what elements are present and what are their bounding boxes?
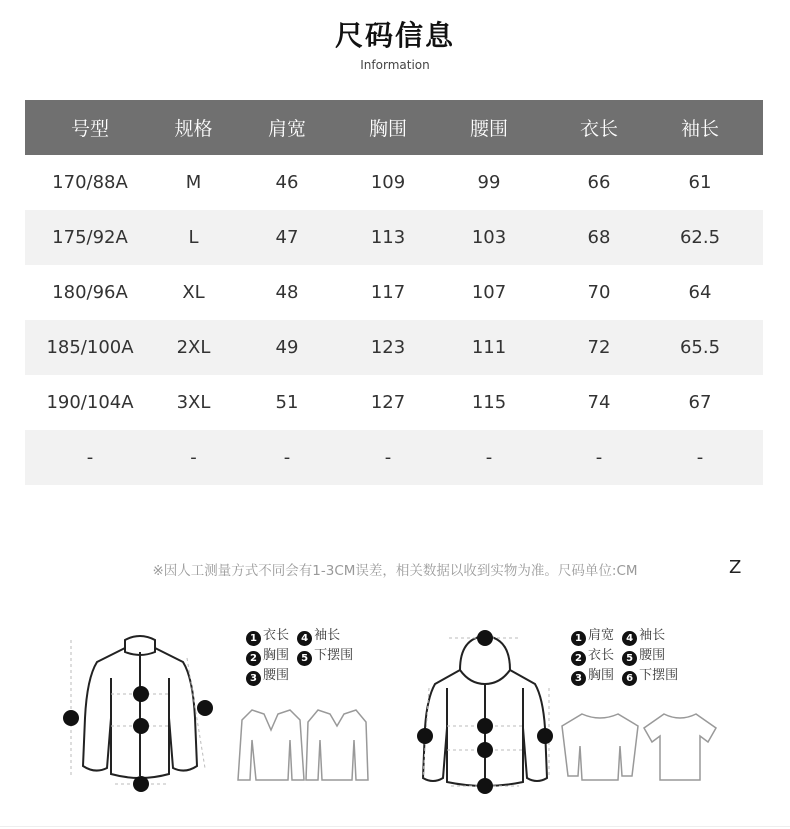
legend-item	[571, 666, 614, 686]
table-cell: 74	[587, 392, 611, 413]
legend-item	[297, 626, 340, 646]
legend-item	[571, 646, 614, 666]
table-cell: 113	[370, 227, 406, 248]
number-badge: 6	[622, 671, 637, 686]
divider	[0, 826, 790, 827]
sweater-tshirt-icons	[560, 706, 720, 786]
table-cell: -	[595, 447, 603, 468]
number-badge: 2	[246, 651, 261, 666]
header-cell: 肩宽	[267, 118, 306, 140]
table-cell: 65.5	[679, 337, 721, 358]
legend-label: 腰围	[263, 668, 290, 683]
table-row	[25, 430, 763, 485]
number-badge: 3	[571, 671, 586, 686]
table-row	[25, 155, 763, 210]
table-cell: 3XL	[176, 392, 211, 413]
legend-right	[571, 626, 701, 686]
table-cell: 103	[471, 227, 507, 248]
legend-label: 衣长	[263, 628, 290, 643]
legend-item	[622, 646, 665, 666]
legend-item	[622, 666, 678, 686]
table-cell: -	[86, 447, 94, 468]
legend-label: 肩宽	[588, 628, 615, 643]
table-cell: L	[188, 227, 199, 248]
table-cell: 115	[471, 392, 507, 413]
table-cell: 180/96A	[52, 282, 128, 303]
table-row	[25, 320, 763, 375]
table-row	[25, 265, 763, 320]
table-cell: 62.5	[679, 227, 721, 248]
number-badge: 1	[246, 631, 261, 646]
header-cell: 袖长	[680, 118, 719, 140]
legend-label: 胸围	[588, 668, 615, 683]
page-title: 尺码信息	[334, 19, 455, 52]
table-cell: 46	[275, 172, 299, 193]
table-cell: 67	[688, 392, 712, 413]
table-cell: 64	[688, 282, 712, 303]
page-subtitle: Information	[360, 58, 430, 72]
header-cell: 胸围	[368, 118, 407, 140]
legend-item	[246, 666, 289, 686]
legend-label: 袖长	[314, 628, 341, 643]
table-cell: 61	[688, 172, 712, 193]
header-cell: 规格	[174, 118, 213, 140]
table-cell: 107	[471, 282, 507, 303]
table-cell: -	[485, 447, 493, 468]
table-cell: M	[185, 172, 202, 193]
header-cell: 号型	[70, 118, 109, 140]
legend-label: 袖长	[639, 628, 666, 643]
header-cell: 衣长	[579, 118, 618, 140]
legend-left	[246, 626, 376, 686]
table-cell: 47	[275, 227, 299, 248]
table-cell: 109	[370, 172, 406, 193]
size-table	[25, 100, 763, 485]
header-cell: 腰围	[469, 118, 508, 140]
table-cell: 170/88A	[52, 172, 128, 193]
size-table-header	[25, 100, 763, 155]
table-cell: 127	[370, 392, 406, 413]
legend-label: 下摆围	[314, 648, 354, 663]
table-row	[25, 210, 763, 265]
number-badge: 2	[571, 651, 586, 666]
table-cell: 123	[370, 337, 406, 358]
table-cell: -	[283, 447, 291, 468]
table-cell: 68	[587, 227, 611, 248]
legend-item	[297, 646, 353, 666]
table-cell: 175/92A	[52, 227, 128, 248]
legend-label: 腰围	[639, 648, 666, 663]
table-cell: 72	[587, 337, 611, 358]
table-cell: 185/100A	[46, 337, 134, 358]
number-badge: 1	[571, 631, 586, 646]
table-cell: -	[190, 447, 197, 468]
table-cell: -	[384, 447, 392, 468]
number-badge: 5	[622, 651, 637, 666]
legend-label: 下摆围	[639, 668, 679, 683]
legend-label: 衣长	[588, 648, 615, 663]
table-cell: 2XL	[176, 337, 211, 358]
legend-label: 胸围	[263, 648, 290, 663]
legend-item	[571, 626, 614, 646]
hoodie-measure-diagram	[405, 618, 565, 798]
table-cell: 111	[471, 337, 507, 358]
table-cell: 49	[275, 337, 299, 358]
number-badge: 4	[622, 631, 637, 646]
corner-mark: Z	[729, 557, 742, 578]
table-row	[25, 375, 763, 430]
table-cell: 70	[587, 282, 611, 303]
table-cell: -	[696, 447, 704, 468]
number-badge: 3	[246, 671, 261, 686]
number-badge: 4	[297, 631, 312, 646]
measurement-note: ※因人工测量方式不同会有1-3CM误差，相关数据以收到实物为准。尺码单位:CM	[152, 563, 638, 579]
table-cell: 190/104A	[46, 392, 134, 413]
blazer-shirt-icons	[232, 700, 372, 790]
number-badge: 5	[297, 651, 312, 666]
legend-item	[246, 646, 289, 666]
legend-item	[622, 626, 665, 646]
table-cell: 66	[587, 172, 611, 193]
table-cell: 48	[275, 282, 299, 303]
table-cell: 51	[275, 392, 299, 413]
table-cell: 117	[370, 282, 406, 303]
table-cell: XL	[182, 282, 205, 303]
jacket-measure-diagram	[55, 618, 235, 798]
legend-item	[246, 626, 289, 646]
table-cell: 99	[477, 172, 501, 193]
